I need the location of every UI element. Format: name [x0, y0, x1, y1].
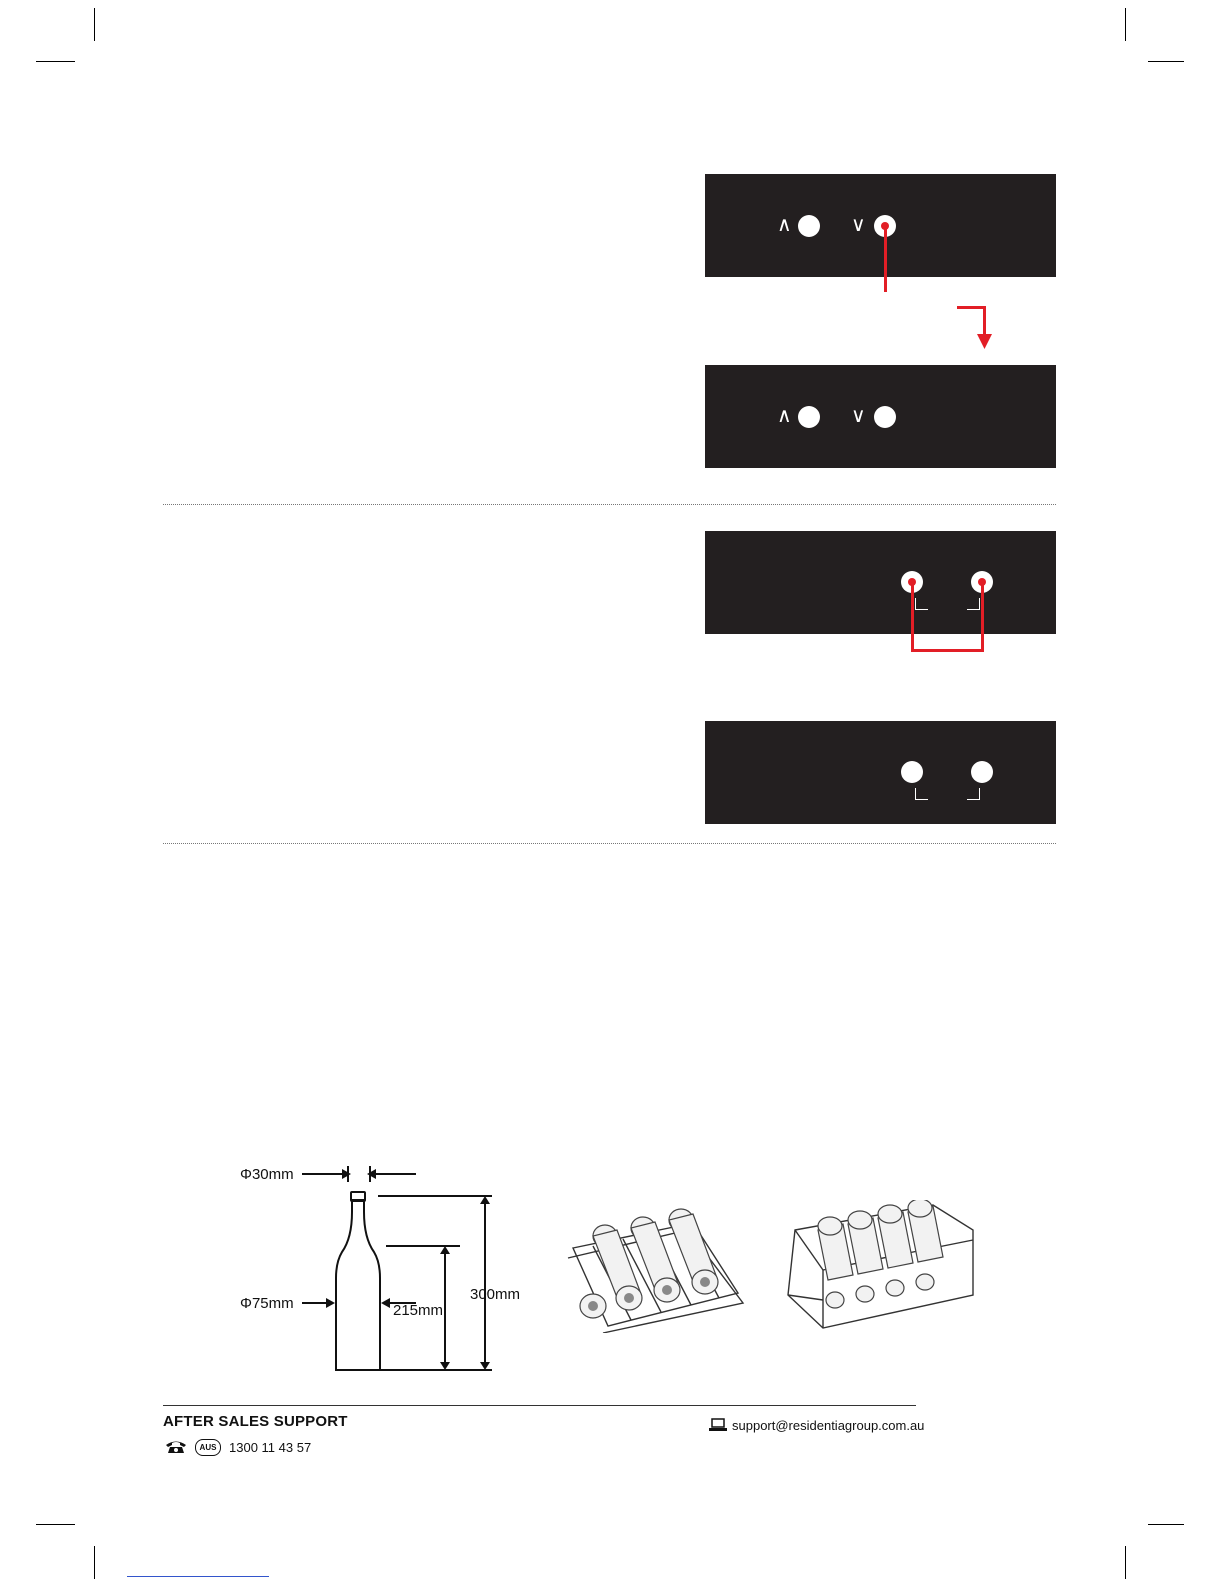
combo-indicator-line — [911, 649, 984, 652]
control-panel-1 — [705, 174, 1056, 277]
bracket-right-icon — [967, 788, 980, 800]
bottle-dimension-diagram — [230, 1160, 560, 1375]
support-email[interactable]: support@residentiagroup.com.au — [732, 1418, 925, 1433]
crop-mark — [1148, 61, 1184, 62]
left-button — [901, 761, 923, 783]
crop-mark — [1125, 1546, 1126, 1579]
up-chevron-icon: ∧ — [777, 403, 792, 427]
wine-shelf-illustration-2 — [783, 1200, 983, 1335]
section-divider — [163, 504, 1056, 505]
region-badge: AUS — [195, 1439, 221, 1456]
footer-title: AFTER SALES SUPPORT — [163, 1413, 348, 1430]
bracket-left-icon — [915, 598, 928, 610]
right-button — [971, 761, 993, 783]
press-indicator-line — [884, 224, 887, 292]
up-button — [798, 215, 820, 237]
crop-mark — [1148, 1524, 1184, 1525]
crop-mark — [1125, 8, 1126, 41]
neck-diameter-label: Φ30mm — [240, 1166, 294, 1183]
wine-shelf-illustration-1 — [563, 1208, 748, 1333]
control-panel-2 — [705, 365, 1056, 468]
total-height-label: 300mm — [470, 1286, 521, 1303]
section-divider — [163, 843, 1056, 844]
bottom-link-underline — [127, 1576, 269, 1577]
control-panel-4 — [705, 721, 1056, 824]
body-height-label: 215mm — [393, 1302, 444, 1319]
combo-indicator-line — [911, 581, 914, 652]
body-diameter-label: Φ75mm — [240, 1295, 294, 1312]
up-button — [798, 406, 820, 428]
down-chevron-icon: ∨ — [851, 212, 866, 236]
footer-divider — [163, 1405, 916, 1406]
control-panel-3 — [705, 531, 1056, 634]
support-phone[interactable]: 1300 11 43 57 — [229, 1440, 312, 1455]
phone-icon — [165, 1440, 187, 1454]
laptop-icon — [709, 1418, 727, 1432]
down-chevron-icon: ∨ — [851, 403, 866, 427]
crop-mark — [36, 1524, 75, 1525]
flow-arrow-line — [957, 306, 985, 309]
bracket-left-icon — [915, 788, 928, 800]
up-chevron-icon: ∧ — [777, 212, 792, 236]
flow-arrow-line — [983, 306, 986, 336]
crop-mark — [94, 8, 95, 41]
down-arrow-icon — [977, 334, 992, 349]
crop-mark — [36, 61, 75, 62]
combo-indicator-line — [981, 581, 984, 652]
down-button — [874, 406, 896, 428]
crop-mark — [94, 1546, 95, 1579]
bracket-right-icon — [967, 598, 980, 610]
